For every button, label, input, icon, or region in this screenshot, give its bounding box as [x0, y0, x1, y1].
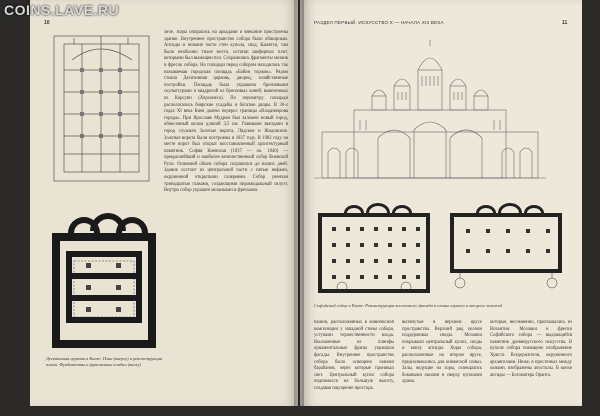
left-page-caption: Десятинная церковь в Киеве. План (вверху) и реконструкция плана. Фундаменты и фрагменты кладки (внизу)	[46, 356, 162, 367]
left-page-number: 10	[44, 20, 50, 26]
left-page-text-column: зиче. Хоры опирались на аркадами и внешние пристроены здание. Внутреннее пространство собора было обширным. Апсиды и нижние части стен купола, свод. Кажется, там было необычно тихое место, остатки шиферных плит, которыми был вымощен пол. Сохранились фрагменты мозаик и фресок собора. На площади перед собором находилась так называемая городская площадь «Бабин торжок». Рядом стояла Десятинная церковь, дворец, хозяйственные постройки. Площадь была украшена бронзовыми скульптурами и квадригой из бронзовых коней, вывезенных из Корсуни (Херсонеса). По периметру площади располагались боярские усадьбы и богатые дворы. В 30-х годах XI века Киев далеко перерос границы «Владимирова города». При Ярославе Мудром был заложен новый город, обнесенный валом длиной 3,5 км. Главными въездами в город служили Золотые ворота, Лядские и Жидовские. Золотые ворота были построены в 1037 году. В 1982 году на месте ворот был открыт восстановленный архитектурный памятник. София Киевская (1037 — ок. 1040) — прекраснейший и наиболее величественный собор Киевской Руси. Основной объем собора сохранился до наших дней. Здание состоит из центральной части с пятью нефами, окруженной открытыми галереями. Собор увенчан тринадцатью главами, создающими пирамидальный силуэт. Внутри собор украшен мозаиками и фресками.	[164, 30, 288, 194]
book-spine	[294, 0, 304, 406]
watermark: COINS.LAVE.RU	[4, 2, 120, 18]
left-page	[30, 0, 298, 406]
right-text-column-3: которые, несомненно, приглашались из Византии. Мозаики и фрески Софийского собора — выдающийся памятник древнерусского искусства. В куполе собора помещено изображение Христа Вседержителя, окруженного архангелами. Ниже, в простенках между окнами, изображены апостолы. В конхе апсиды — Богоматерь Оранта.	[490, 320, 572, 378]
running-header: РАЗДЕЛ ПЕРВЫЙ. ИСКУССТВО X — НАЧАЛА XIII ВЕКА	[314, 20, 444, 25]
right-page-number: 11	[562, 20, 568, 26]
right-text-column-2: вытянутые в верхнем ярусе пространства. Верхний ряд колонн поддерживал своды. Мозаики покрывали центральный купол, своды и конху апсиды. Хоры собора, расположенные на втором ярусе, предназначались для княжеской семьи. Залы, ведущие на хоры, освещались боковыми окнами и сверху куполами храма.	[402, 320, 482, 385]
st-sophia-second-floor-plan	[446, 205, 566, 297]
right-page	[300, 0, 582, 406]
right-text-column-1: башни, расположенных в живописной композиции у западной стены собора, уступами торжественности входа. Выложенные из плинфы орнаментальные фризы украшали фасады. Внутреннее пространство собора было освещено окнами барабанов, через которые проникал свет. Центральный купол собора поднимался на большую высоту, создавая ощущение простора.	[314, 320, 394, 391]
st-sophia-facade-drawing	[314, 40, 554, 185]
tithe-church-plan-drawing	[44, 30, 154, 190]
tithe-church-foundation-plan	[44, 205, 162, 355]
st-sophia-first-floor-plan	[314, 205, 434, 297]
right-page-caption: Софийский собор в Киеве. Реконструкция восточного фасада и планы первого и второго этажей	[314, 303, 503, 308]
